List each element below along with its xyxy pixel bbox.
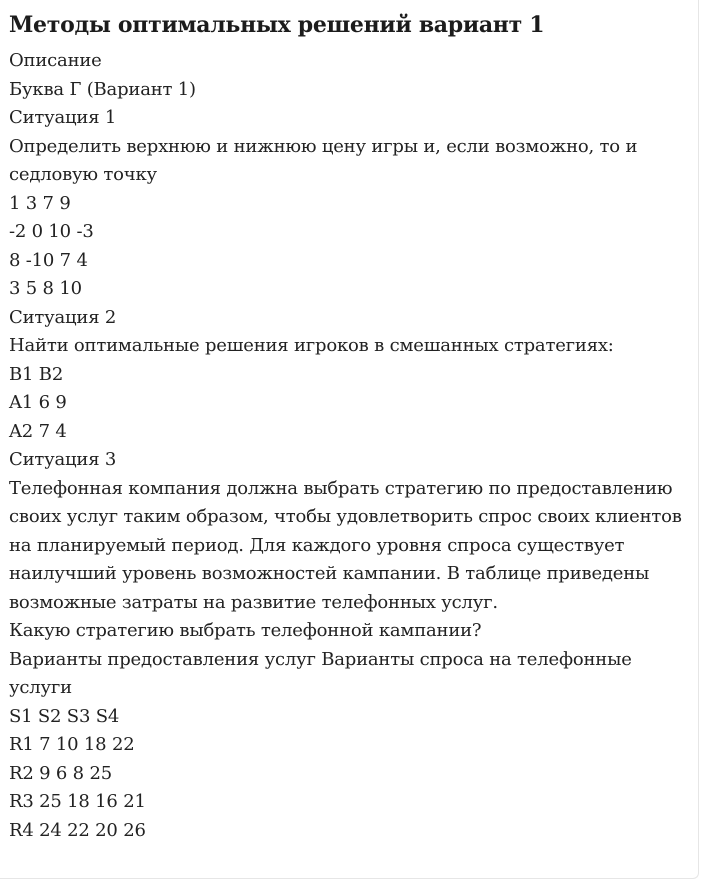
matrix-1-row-4: 3 5 8 10 bbox=[9, 278, 82, 299]
page-title: Методы оптимальных решений вариант 1 bbox=[9, 12, 545, 38]
matrix-3-row-4: R4 24 22 20 26 bbox=[9, 819, 146, 841]
document-body bbox=[9, 47, 684, 845]
situation-2-task: Найти оптимальные решения игроков в смешанных стратегиях: bbox=[9, 335, 614, 356]
variant-line: Буква Г (Вариант 1) bbox=[9, 78, 196, 100]
situation-1-task: Определить верхнюю и нижнюю цену игры и, если возможно, то и седловую точку bbox=[9, 135, 638, 185]
matrix-1-row-2: -2 0 10 -3 bbox=[9, 221, 94, 242]
situation-3-description: Телефонная компания должна выбрать стратегию по предоставлению своих услуг таким образом, чтобы удовлетворить спрос своих клиентов на планируемый период. Для каждого уровня спроса существует наилучший уровень возможностей кампании. В таблице приведены возможные затраты на развитие телефонных услуг. bbox=[9, 477, 682, 613]
matrix-3-header: S1 S2 S3 S4 bbox=[9, 705, 120, 727]
matrix-1-row-3: 8 -10 7 4 bbox=[9, 249, 88, 271]
matrix-3-caption: Варианты предоставления услуг Варианты спроса на телефонные услуги bbox=[9, 648, 632, 698]
matrix-2-row-1: A1 6 9 bbox=[9, 392, 67, 413]
matrix-3-row-2: R2 9 6 8 25 bbox=[9, 762, 112, 784]
matrix-3-row-1: R1 7 10 18 22 bbox=[9, 734, 135, 755]
section-label-description: Описание bbox=[9, 50, 102, 71]
matrix-1-row-1: 1 3 7 9 bbox=[9, 192, 71, 214]
situation-1-heading: Ситуация 1 bbox=[9, 107, 117, 128]
situation-3-heading: Ситуация 3 bbox=[9, 449, 117, 470]
situation-2-heading: Ситуация 2 bbox=[9, 306, 117, 328]
matrix-2-header: B1 B2 bbox=[9, 363, 64, 385]
situation-3-question: Какую стратегию выбрать телефонной кампании? bbox=[9, 620, 482, 641]
matrix-3-row-3: R3 25 18 16 21 bbox=[9, 791, 146, 812]
matrix-2-row-2: A2 7 4 bbox=[9, 420, 67, 442]
